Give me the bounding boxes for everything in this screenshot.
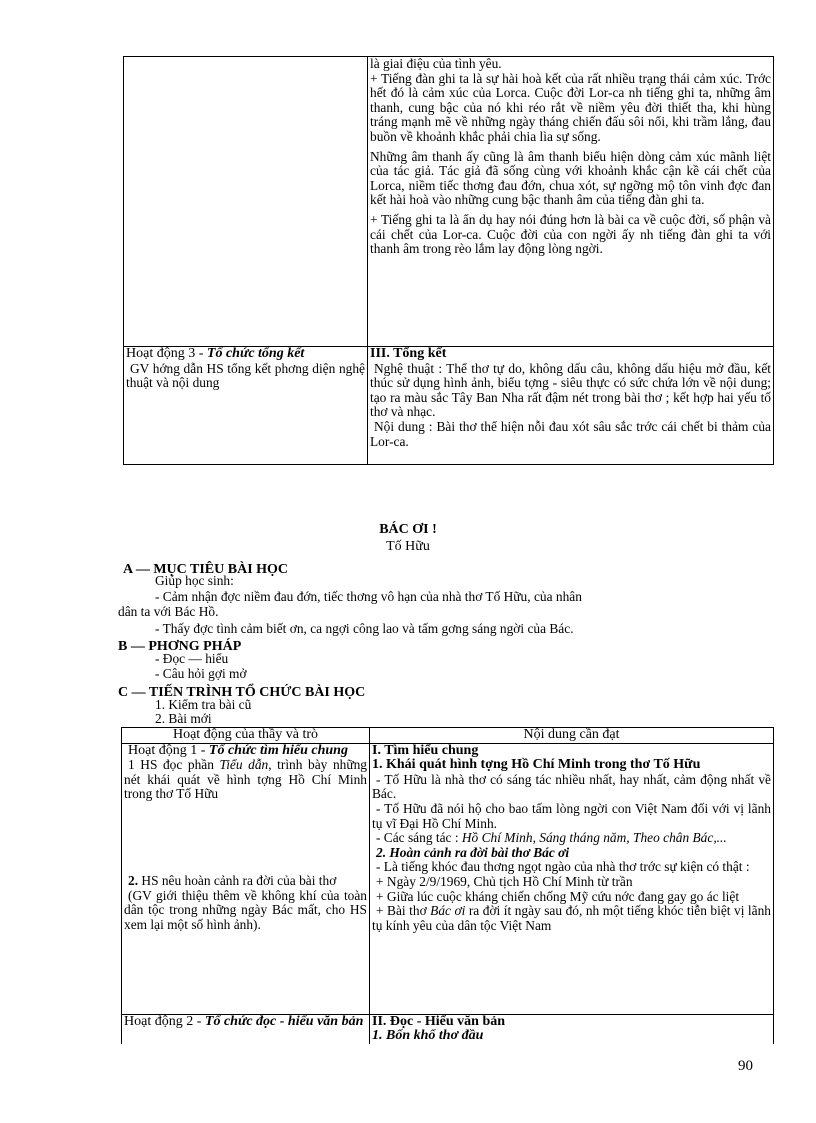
text-line: - Thấy đợc tình cảm biết ơn, ca ngợi công lao và tấm gơng sáng ngời của Bác.	[155, 621, 574, 636]
table-header-row	[122, 728, 774, 744]
table-cell-left	[122, 1014, 370, 1044]
table-cell-right	[370, 743, 774, 1014]
paragraph: - Các sáng tác : Hồ Chí Minh, Sáng tháng năm, Theo chân Bác,...	[376, 830, 727, 846]
text-line: - Đọc — hiểu	[155, 651, 229, 666]
paragraph: + Ngày 2/9/1969, Chủ tịch Hồ Chí Minh từ trần	[376, 873, 633, 889]
spacer	[124, 802, 367, 874]
paragraph: + Tiếng đàn ghi ta là sự hài hoà kết của rất nhiều trạng thái cảm xúc. Trớc hết đó là cảm xúc của Lorca. Cuộc đời Lor-ca nh tiếng ghi ta, những âm thanh, cung bậc của nó khi réo rắt về niềm yêu đời thiết tha, khi hùng tráng mạnh mẽ về những ngày tháng chiến đấu sôi nổi, khi trầm lắng, đau buồn về khoảnh khắc phải chia lìa sự sống.	[370, 70, 771, 144]
text-line: dân ta với Bác Hồ.	[118, 604, 219, 619]
activity-title: Hoạt động 3 - Tổ chức tổng kết	[126, 346, 305, 361]
table-row	[122, 1014, 774, 1044]
poem-title: BÁC ƠI !	[379, 522, 437, 537]
paragraph: + Tiếng ghi ta là ẩn dụ hay nói đúng hơn là bài ca về cuộc đời, số phận và cái chết của Lor-ca. Cuộc đời của con ngời ấy nh tiếng đàn ghi ta với thanh âm trong rèo lắm lay động lòng ngời.	[370, 211, 771, 257]
paragraph: + Giữa lúc cuộc kháng chiến chống Mỹ cứu nớc đang gay go ác liệt	[376, 888, 740, 904]
paragraph: - Là tiếng khóc đau thơng ngọt ngào của nhà thơ trớc sự kiện có thật :	[376, 859, 750, 875]
column-header: Hoạt động của thầy và trò	[122, 728, 370, 744]
table-row	[124, 347, 774, 465]
section-b-heading: B — PHƠNG PHÁP	[118, 639, 242, 654]
activity-title: Hoạt động 2 - Tổ chức đọc - hiểu văn bản	[124, 1013, 364, 1029]
paragraph: GV hớng dẫn HS tổng kết phơng diện nghệ thuật và nội dung	[126, 360, 365, 391]
text-line: 1. Kiểm tra bài cũ	[155, 697, 252, 712]
subsection-heading: 1. Khái quát hình tợng Hồ Chí Minh trong thơ Tố Hữu	[372, 757, 701, 773]
activity-table-1	[123, 56, 774, 465]
table-cell-left	[124, 347, 368, 465]
paragraph: Những âm thanh ấy cũng là âm thanh biểu hiện dòng cảm xúc mãnh liệt của tác giả. Tác giả đã sống cùng với khoảnh khắc cận kề cái chết của Lorca, niềm tiếc thơng đau đớn, chua xót, sự ngỡng mộ tôn vinh đợc đan kết hài hoà vào những cung bậc thanh âm của tiếng đàn ghi ta.	[370, 148, 771, 208]
subsection-heading: 2. Hoàn cảnh ra đời bài thơ Bác ơi	[376, 844, 570, 860]
table-cell-right	[368, 57, 774, 347]
section-heading: II. Đọc - Hiểu văn bản	[372, 1013, 506, 1029]
author-name: Tố Hữu	[386, 539, 430, 554]
paragraph: - Tố Hữu là nhà thơ có sáng tác nhiều nhất, hay nhất, cảm động nhất về Bác.	[372, 771, 771, 802]
text-line: - Câu hỏi gợi mở	[155, 666, 247, 681]
paragraph: Nghệ thuật : Thể thơ tự do, không dấu câu, không dấu hiệu mở đầu, kết thúc sử dụng hình ảnh, biểu tợng - siêu thực có sức chứa lớn về nội dung; tạo ra màu sắc Tây Ban Nha rất đậm nét trong bài thơ ; kết hợp hai yếu tố thơ và nhạc.	[370, 360, 771, 420]
subsection-heading: 1. Bốn khổ thơ đầu	[372, 1028, 484, 1044]
paragraph: là giai điệu của tình yêu.	[370, 56, 502, 71]
activity-table-2	[121, 727, 774, 1044]
paragraph: 1 HS đọc phần Tiểu dẫn, trình bày những nét khái quát về hình tợng Hồ Chí Minh trong thơ Tố Hữu	[124, 757, 367, 802]
section-heading: III. Tổng kết	[370, 346, 447, 361]
paragraph: Nội dung : Bài thơ thể hiện nỗi đau xót sâu sắc trớc cái chết bi thảm của Lor-ca.	[370, 418, 771, 449]
section-c-heading: C — TIẾN TRÌNH TỔ CHỨC BÀI HỌC	[118, 685, 366, 700]
text-line: - Cảm nhận đợc niềm đau đớn, tiếc thơng vô hạn của nhà thơ Tố Hữu, của nhân	[155, 589, 582, 604]
column-header: Nội dung cần đạt	[370, 728, 774, 744]
activity-title: Hoạt động 1 - Tổ chức tìm hiểu chung	[128, 742, 348, 758]
text-line: 2. Bài mới	[155, 711, 212, 726]
table-cell-left	[124, 57, 368, 347]
section-heading: I. Tìm hiểu chung	[372, 742, 479, 758]
table-row	[124, 57, 774, 347]
table-cell-left	[122, 743, 370, 1014]
table-row	[122, 743, 774, 1014]
paragraph: - Tố Hữu đã nói hộ cho bao tấm lòng ngời con Việt Nam đối với vị lãnh tụ vĩ Đại Hồ Chí Minh.	[372, 800, 771, 831]
table-cell-right	[368, 347, 774, 465]
paragraph: + Bài thơ Bác ơi ra đời ít ngày sau đó, nh một tiếng khóc tiễn biệt vị lãnh tụ kính yêu của dân tộc Việt Nam	[372, 903, 771, 933]
page-number: 90	[738, 1058, 753, 1074]
paragraph: 2. HS nêu hoàn cảnh ra đời của bài thơ	[128, 872, 337, 888]
paragraph: (GV giới thiệu thêm về không khí của toàn dân tộc trong những ngày Bác mất, cho HS xem lại một số hình ảnh).	[124, 887, 367, 932]
table-cell-right	[370, 1014, 774, 1044]
section-a-heading: A — MỤC TIÊU BÀI HỌC	[123, 562, 289, 577]
text-line: Giúp học sinh:	[155, 573, 234, 588]
